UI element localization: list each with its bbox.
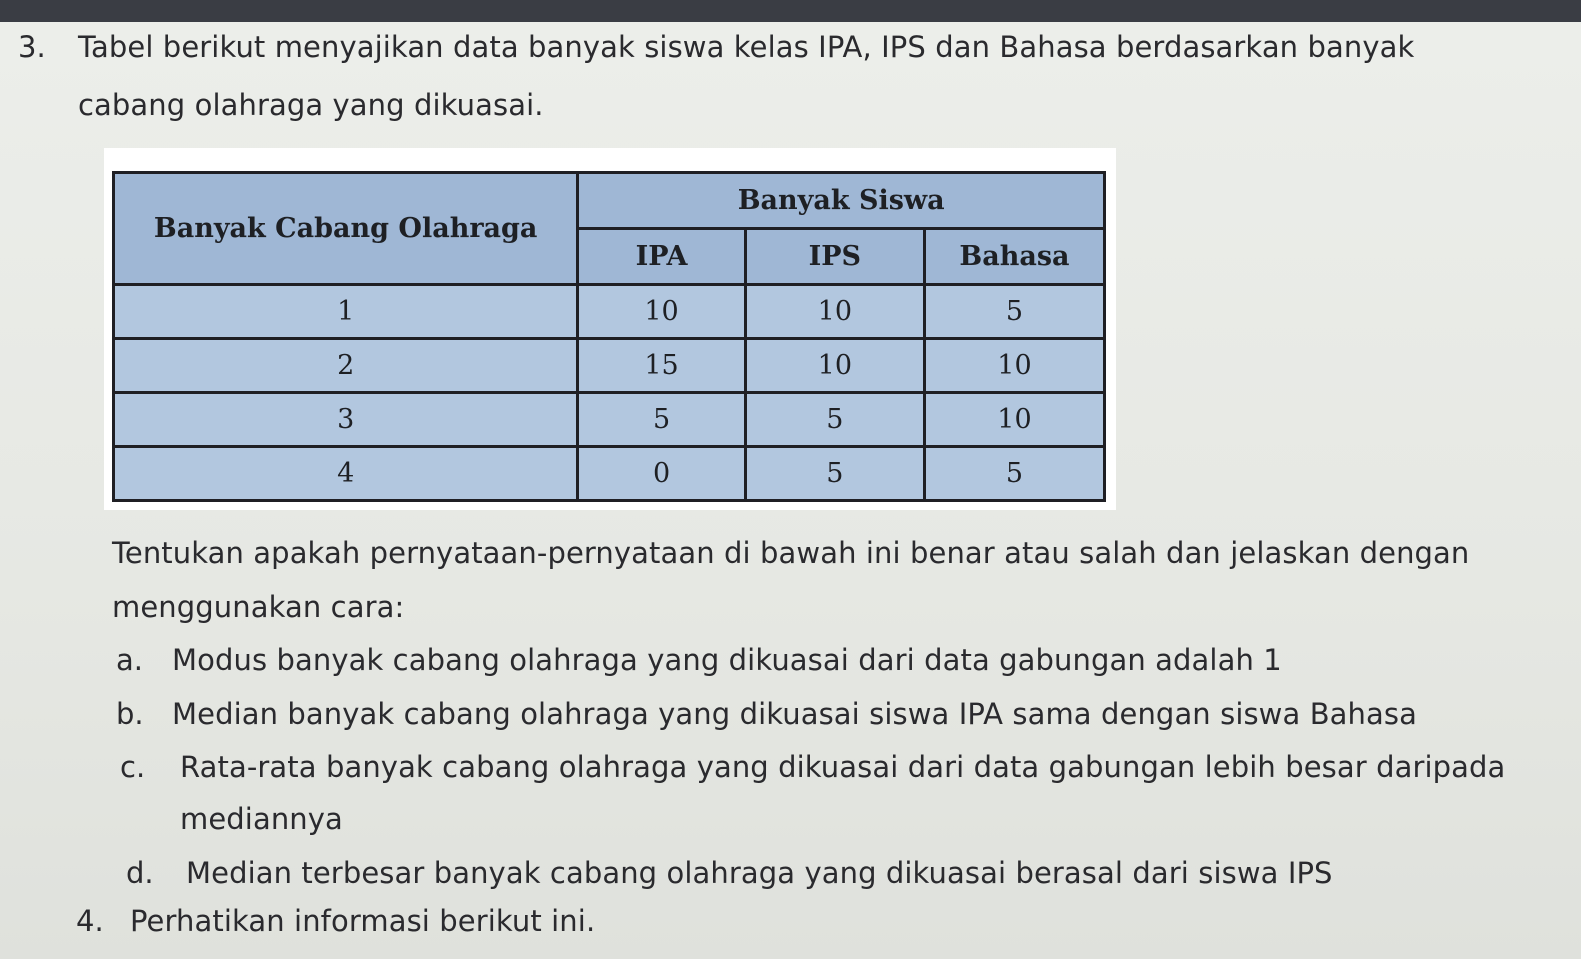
statement-c-letter: c. [120,750,146,784]
statement-a-text: Modus banyak cabang olahraga yang dikuasai dari data gabungan adalah 1 [172,643,1282,677]
statement-c-text: Rata-rata banyak cabang olahraga yang dikuasai dari data gabungan lebih besar daripada [180,750,1506,784]
statement-a-letter: a. [116,643,143,677]
row-label: 4 [114,447,578,501]
table-row [114,339,1105,393]
instructions-line-1: Tentukan apakah pernyataan-pernyataan di bawah ini benar atau salah dan jelaskan dengan [112,536,1470,570]
question-3-text-line-2: cabang olahraga yang dikuasai. [78,88,544,122]
row-label: 2 [114,339,578,393]
table-row [114,447,1105,501]
cell-bahasa: 10 [924,339,1104,393]
statement-b-text: Median banyak cabang olahraga yang dikuasai siswa IPA sama dengan siswa Bahasa [172,697,1417,731]
cell-ips: 5 [745,393,924,447]
sports-table [112,171,1106,502]
header-banyak-siswa: Banyak Siswa [578,173,1105,229]
header-ips: IPS [745,229,924,285]
cell-bahasa: 5 [924,285,1104,339]
cell-ipa: 0 [578,447,745,501]
statement-d-text: Median terbesar banyak cabang olahraga yang dikuasai berasal dari siswa IPS [186,856,1333,890]
table-row [114,393,1105,447]
table-row [114,285,1105,339]
cell-ipa: 5 [578,393,745,447]
statement-d-letter: d. [126,856,154,890]
cell-ips: 5 [745,447,924,501]
statement-c-continuation: mediannya [180,802,343,836]
cell-bahasa: 10 [924,393,1104,447]
header-banyak-cabang-olahraga: Banyak Cabang Olahraga [114,173,578,285]
cell-bahasa: 5 [924,447,1104,501]
statement-b-letter: b. [116,697,144,731]
header-ipa: IPA [578,229,745,285]
question-3-text-line-1: Tabel berikut menyajikan data banyak siswa kelas IPA, IPS dan Bahasa berdasarkan banyak [78,30,1415,64]
top-dark-strip [0,0,1581,22]
question-4-number: 4. [76,904,104,938]
cell-ipa: 10 [578,285,745,339]
cell-ips: 10 [745,339,924,393]
question-3-number: 3. [18,30,46,64]
instructions-line-2: menggunakan cara: [112,590,405,624]
row-label: 3 [114,393,578,447]
cell-ips: 10 [745,285,924,339]
cell-ipa: 15 [578,339,745,393]
header-bahasa: Bahasa [924,229,1104,285]
row-label: 1 [114,285,578,339]
question-4-text: Perhatikan informasi berikut ini. [130,904,596,938]
